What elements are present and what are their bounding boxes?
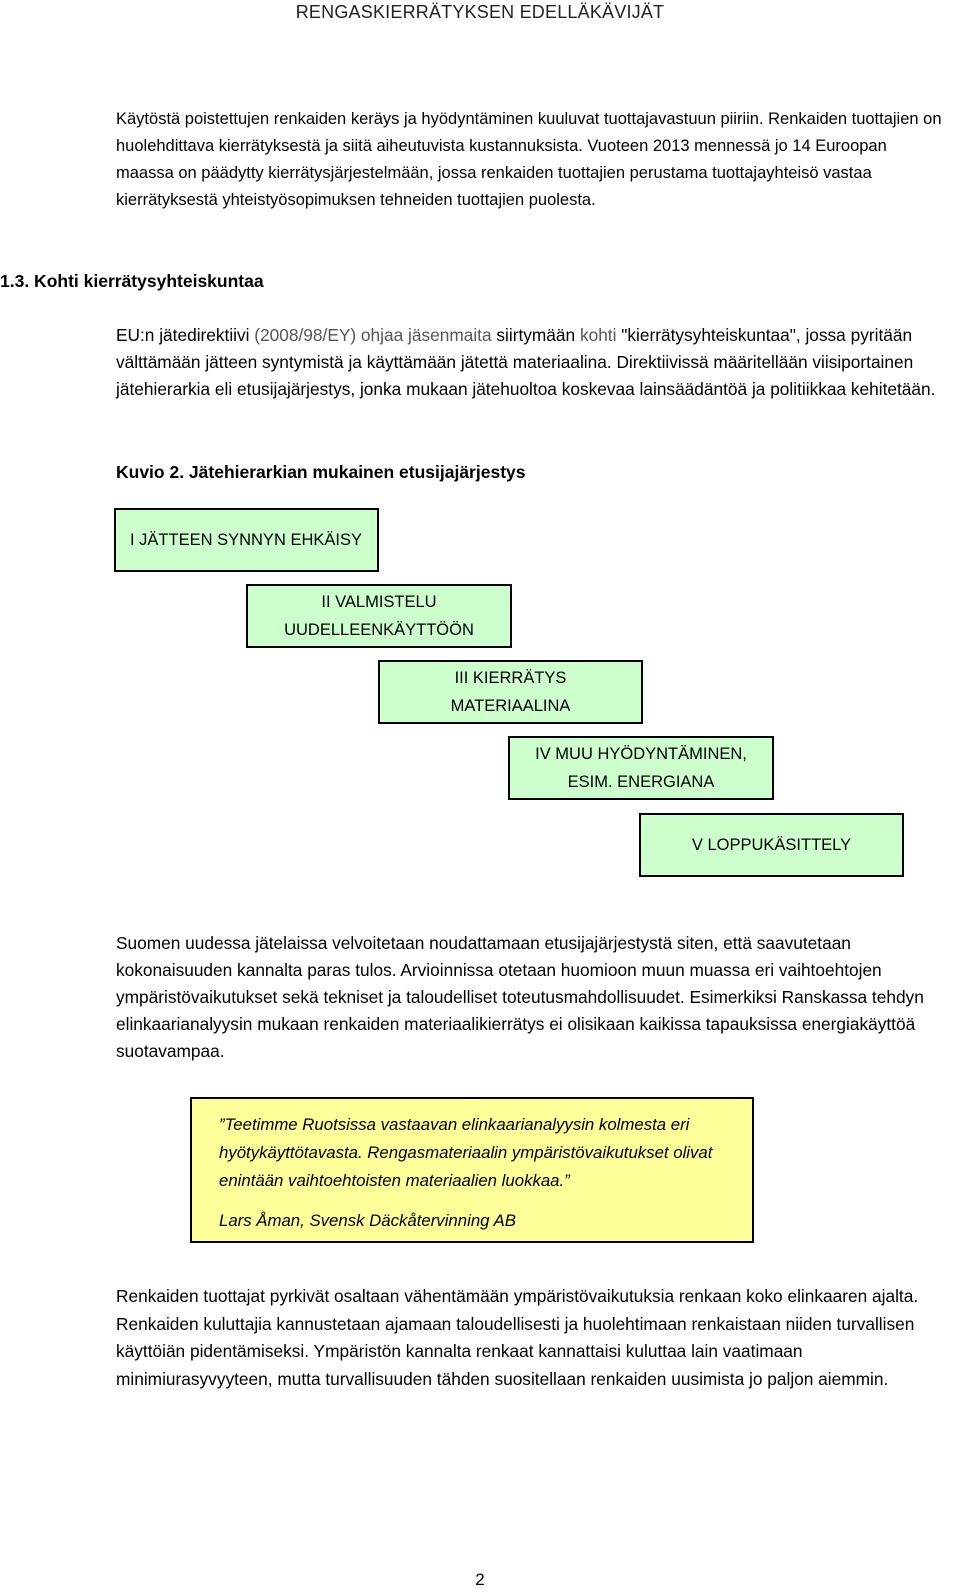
directive-text-1: EU:n jätedirektiivi bbox=[116, 325, 250, 345]
hierarchy-step-1-label: I JÄTTEEN SYNNYN EHKÄISY bbox=[130, 531, 362, 549]
intro-paragraph: Käytöstä poistettujen renkaiden keräys ja hyödyntäminen kuuluvat tuottajavastuun piiriin. Renkaiden tuottajien on huolehdittava kierrätyksestä ja siitä aiheutuvista kustannuksista. Vuoteen 2013 mennessä jo 14 Euroopan maassa on päädytty kierrätysjärjestelmään, jossa renkaiden tuottajien perustama tuottajayhteisö vastaa kierrätyksestä yhteistyösopimuksen tehneiden tuottajien puolesta. bbox=[116, 110, 942, 209]
figure-caption: Kuvio 2. Jätehierarkian mukainen etusijajärjestys bbox=[116, 462, 526, 482]
hierarchy-step-4 bbox=[508, 736, 774, 800]
hierarchy-step-2 bbox=[246, 584, 512, 648]
final-paragraph: Renkaiden tuottajat pyrkivät osaltaan vähentämään ympäristövaikutuksia renkaan koko elinkaaren ajalta. Renkaiden kuluttajia kannustetaan ajamaan taloudellisesti ja huolehtimaan renkaistaan niiden turvallisen käyttöiän pidentämiseksi. Ympäristön kannalta renkaat kannattaisi kuluttaa lain vaatimaan minimiurasyvyyteen, mutta turvallisuuden tähden suositellaan renkaiden uusimista jo paljon aiemmin. bbox=[116, 1286, 919, 1389]
hierarchy-step-3-line2: MATERIAALINA bbox=[450, 697, 571, 715]
directive-text-3: siirtymään bbox=[491, 325, 576, 345]
quote-text: ”Teetimme Ruotsissa vastaavan elinkaarianalyysin kolmesta eri hyötykäyttötavasta. Rengasmateriaalin ympäristövaikutukset olivat enintään vaihtoehtoisten materiaalien luokkaa.” bbox=[219, 1115, 713, 1190]
hierarchy-step-2-line1: II VALMISTELU bbox=[321, 593, 437, 611]
directive-text-4: kohti bbox=[575, 325, 617, 345]
hierarchy-step-2-line2: UUDELLEENKÄYTTÖÖN bbox=[284, 621, 474, 639]
page-number: 2 bbox=[475, 1570, 485, 1589]
section-title: 1.3. Kohti kierrätysyhteiskuntaa bbox=[0, 271, 264, 291]
hierarchy-step-1 bbox=[114, 508, 379, 572]
law-paragraph: Suomen uudessa jätelaissa velvoitetaan noudattamaan etusijajärjestystä siten, että saavutetaan kokonaisuuden kannalta paras tulos. Arvioinnissa otetaan huomioon muun muassa eri vaihtoehtojen ympäristövaikutukset sekä tekniset ja taloudelliset toteutusmahdollisuudet. Esimerkiksi Ranskassa tehdyn elinkaarianalyysin mukaan renkaiden materiaalikierrätys ei olisikaan kaikissa tapauksissa energiakäyttöä suotavampaa. bbox=[116, 933, 924, 1061]
hierarchy-step-3 bbox=[378, 660, 643, 724]
hierarchy-step-4-line1: IV MUU HYÖDYNTÄMINEN, bbox=[535, 745, 747, 763]
directive-paragraph bbox=[116, 322, 956, 403]
running-header: RENGASKIERRÄTYKSEN EDELLÄKÄVIJÄT bbox=[295, 2, 665, 22]
directive-text-5: "kierrätysyhteiskuntaa", jossa pyritään välttämään jätteen syntymistä ja käyttämään jätettä materiaalina. Direktiivissä määritellään viisiportainen jätehierarkia eli etusijajärjestys, jonka mukaan jätehuoltoa koskevaa lainsäädäntöä ja politiikkaa kehitetään. bbox=[116, 325, 936, 399]
hierarchy-step-4-line2: ESIM. ENERGIANA bbox=[567, 773, 715, 791]
directive-text-2: (2008/98/EY) ohjaa jäsenmaita bbox=[249, 325, 492, 345]
hierarchy-step-5-label: V LOPPUKÄSITTELY bbox=[691, 836, 852, 854]
hierarchy-step-5 bbox=[639, 813, 904, 877]
hierarchy-step-3-line1: III KIERRÄTYS bbox=[454, 669, 567, 687]
quote-box bbox=[190, 1097, 754, 1243]
quote-author: Lars Åman, Svensk Däckåtervinning AB bbox=[219, 1211, 516, 1230]
